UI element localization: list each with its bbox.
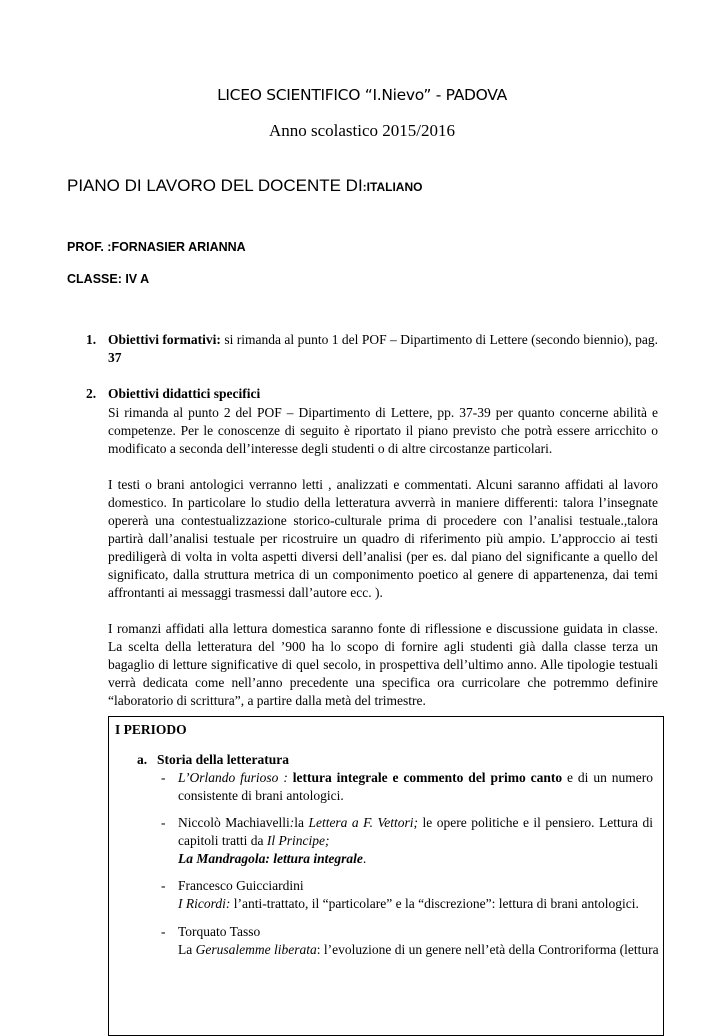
list-item — [161, 877, 653, 913]
school-name: LICEO SCIENTIFICO “I.Nievo” - PADOVA — [217, 86, 507, 104]
objectives-paragraphs — [108, 404, 658, 728]
section-title: Storia della letteratura — [157, 752, 289, 767]
list-item — [161, 923, 659, 959]
period-dot: . — [362, 851, 367, 866]
dash-bullet: - — [161, 770, 166, 785]
item-title: Obiettivi formativi: — [108, 332, 221, 347]
item-page: 37 — [108, 350, 122, 365]
plan-title — [67, 176, 422, 196]
item-body: si rimanda al punto 1 del POF – Dipartimento di Lettere (secondo biennio), pag. — [220, 332, 658, 347]
subject: :ITALIANO — [362, 180, 423, 194]
class-name: CLASSE: IV A — [67, 272, 150, 286]
dash-bullet: - — [161, 924, 166, 939]
item-rest: le opere politiche e il pensiero. Lettura di capitoli tratti da — [178, 815, 653, 848]
section-label: a. — [137, 752, 148, 767]
emphasis: lettura integrale e commento del primo canto — [287, 770, 563, 785]
section-objectives-formative — [86, 331, 658, 367]
work-title: L’Orlando furioso : — [178, 770, 288, 785]
author: Torquato Tasso — [178, 924, 261, 939]
item-number: 2. — [86, 386, 97, 401]
dash-bullet: - — [161, 815, 166, 830]
author: Niccolò Machiavelli — [178, 815, 290, 830]
list-item-text — [178, 769, 653, 805]
work-title: Lettera a F. Vettori; — [308, 815, 419, 830]
article: la — [294, 815, 309, 830]
item-rest: l’anti-trattato, il “particolare” e la “discrezione”: lettura di brani antologici. — [230, 896, 639, 911]
list-item-text — [178, 814, 653, 868]
period-title: I PERIODO — [115, 722, 187, 737]
list-item-text — [178, 923, 659, 959]
paragraph: Si rimanda al punto 2 del POF – Dipartimento di Lettere, pp. 37-39 per quanto concerne abilità e competenze. Per le conoscenze di seguito è riportato il piano previsto che potrà essere arricchito o modificato a seconda dell’interesse degli studenti o di altre circostanze particolari. — [108, 405, 658, 456]
item-title — [108, 385, 658, 403]
work-title: Il Principe; — [266, 833, 330, 848]
section-heading — [137, 751, 289, 769]
list-item — [161, 769, 653, 805]
plan-title-text: PIANO DI LAVORO DEL DOCENTE DI — [67, 176, 363, 195]
work-title: Gerusalemme liberata — [195, 942, 317, 957]
paragraph: I romanzi affidati alla lettura domestica saranno fonte di riflessione e discussione guidata in classe. La scelta della letteratura del ’900 ha lo scopo di fornire agli studenti già dalla classe terza un bagaglio di letture significative di quel secolo, in prospettiva dell’ultimo anno. Alle tipologie testuali verrà dedicata come nell’anno precedente una specifica ora curricolare che potremmo definire “laboratorio di scrittura”, a partire dalla metà del trimestre. — [108, 621, 658, 708]
article: La — [178, 942, 196, 957]
item-number: 1. — [86, 332, 97, 347]
paragraph: I testi o brani antologici verranno letti , analizzati e commentati. Alcuni saranno affidati al lavoro domestico. In particolare lo studio della letteratura avverrà in maniere differenti: talora l’insegnate opererà una contestualizzazione storico-culturale prima di procedere con l’analisi testuale.,talora partirà dall’analisi testuale per ricostruire un quadro di riferimento più ampio. L’approccio ai testi prediligerà di volta in volta aspetti diversi dell’analisi (per es. dal piano del significante a quello del significato, dalla struttura metrica di un componimento poetico al genere di appartenenza, dai temi affrontanti ai messaggi trasmessi dall’autore ecc. ). — [108, 477, 658, 600]
section-objectives-specific — [86, 385, 658, 403]
list-item — [161, 814, 653, 868]
author: Francesco Guicciardini — [178, 878, 304, 893]
list-item-text — [178, 877, 653, 913]
item-rest: : l’evoluzione di un genere nell’età della Controriforma (lettura — [316, 942, 659, 957]
work-title: La Mandragola: lettura integrale — [178, 851, 363, 866]
work-title: I Ricordi: — [178, 896, 231, 911]
teacher-name: PROF. :FORNASIER ARIANNA — [67, 240, 246, 254]
item-text — [108, 331, 658, 367]
dash-bullet: - — [161, 878, 166, 893]
colon: : — [289, 815, 295, 830]
item-title-text: Obiettivi didattici specifici — [108, 386, 261, 401]
school-year: Anno scolastico 2015/2016 — [268, 121, 456, 140]
item-rest: e di un numero consistente di brani antologici. — [178, 770, 653, 803]
period-table — [108, 716, 664, 1036]
